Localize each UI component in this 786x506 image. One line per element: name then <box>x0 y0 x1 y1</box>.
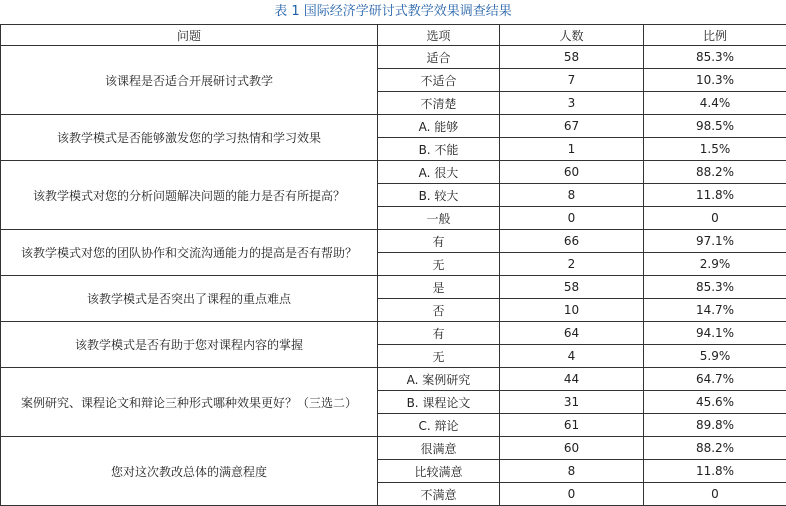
table-row <box>1 276 786 299</box>
table-row <box>1 46 786 69</box>
option-cell: 不清楚 <box>378 92 500 115</box>
table-caption: 表 1 国际经济学研讨式教学效果调查结果 <box>0 0 786 24</box>
option-cell: 否 <box>378 299 500 322</box>
header-count: 人数 <box>500 25 644 46</box>
option-cell: 无 <box>378 345 500 368</box>
count-cell: 1 <box>500 138 644 161</box>
ratio-cell: 88.2% <box>644 437 786 460</box>
option-cell: 不适合 <box>378 69 500 92</box>
count-cell: 58 <box>500 46 644 69</box>
table-row <box>1 322 786 345</box>
count-cell: 66 <box>500 230 644 253</box>
ratio-cell: 85.3% <box>644 276 786 299</box>
count-cell: 3 <box>500 92 644 115</box>
count-cell: 61 <box>500 414 644 437</box>
ratio-cell: 94.1% <box>644 322 786 345</box>
count-cell: 60 <box>500 437 644 460</box>
ratio-cell: 0 <box>644 207 786 230</box>
option-cell: 有 <box>378 230 500 253</box>
question-cell: 该教学模式是否能够激发您的学习热情和学习效果 <box>1 115 378 161</box>
count-cell: 31 <box>500 391 644 414</box>
ratio-cell: 85.3% <box>644 46 786 69</box>
count-cell: 67 <box>500 115 644 138</box>
ratio-cell: 89.8% <box>644 414 786 437</box>
count-cell: 60 <box>500 161 644 184</box>
count-cell: 2 <box>500 253 644 276</box>
ratio-cell: 1.5% <box>644 138 786 161</box>
ratio-cell: 11.8% <box>644 460 786 483</box>
ratio-cell: 11.8% <box>644 184 786 207</box>
option-cell: C. 辩论 <box>378 414 500 437</box>
option-cell: B. 不能 <box>378 138 500 161</box>
question-cell: 该教学模式是否突出了课程的重点难点 <box>1 276 378 322</box>
ratio-cell: 10.3% <box>644 69 786 92</box>
option-cell: 比较满意 <box>378 460 500 483</box>
survey-results-table <box>0 24 786 506</box>
option-cell: 很满意 <box>378 437 500 460</box>
ratio-cell: 64.7% <box>644 368 786 391</box>
option-cell: 是 <box>378 276 500 299</box>
header-option: 选项 <box>378 25 500 46</box>
ratio-cell: 0 <box>644 483 786 506</box>
option-cell: A. 能够 <box>378 115 500 138</box>
option-cell: 一般 <box>378 207 500 230</box>
ratio-cell: 2.9% <box>644 253 786 276</box>
count-cell: 7 <box>500 69 644 92</box>
option-cell: B. 课程论文 <box>378 391 500 414</box>
table-row <box>1 437 786 460</box>
question-cell: 该教学模式对您的分析问题解决问题的能力是否有所提高？ <box>1 161 378 230</box>
ratio-cell: 5.9% <box>644 345 786 368</box>
question-cell: 该教学模式对您的团队协作和交流沟通能力的提高是否有帮助？ <box>1 230 378 276</box>
question-cell: 案例研究、课程论文和辩论三种形式哪种效果更好？（三选二） <box>1 368 378 437</box>
count-cell: 64 <box>500 322 644 345</box>
option-cell: A. 案例研究 <box>378 368 500 391</box>
option-cell: 适合 <box>378 46 500 69</box>
ratio-cell: 45.6% <box>644 391 786 414</box>
question-cell: 您对这次教改总体的满意程度 <box>1 437 378 506</box>
option-cell: 有 <box>378 322 500 345</box>
question-cell: 该教学模式是否有助于您对课程内容的掌握 <box>1 322 378 368</box>
count-cell: 8 <box>500 460 644 483</box>
count-cell: 10 <box>500 299 644 322</box>
option-cell: 不满意 <box>378 483 500 506</box>
table-row <box>1 115 786 138</box>
ratio-cell: 97.1% <box>644 230 786 253</box>
ratio-cell: 4.4% <box>644 92 786 115</box>
count-cell: 0 <box>500 483 644 506</box>
header-ratio: 比例 <box>644 25 786 46</box>
table-row <box>1 230 786 253</box>
question-cell: 该课程是否适合开展研讨式教学 <box>1 46 378 115</box>
count-cell: 8 <box>500 184 644 207</box>
count-cell: 4 <box>500 345 644 368</box>
option-cell: A. 很大 <box>378 161 500 184</box>
table-row <box>1 161 786 184</box>
ratio-cell: 88.2% <box>644 161 786 184</box>
option-cell: 无 <box>378 253 500 276</box>
count-cell: 0 <box>500 207 644 230</box>
table-header-row <box>1 25 786 46</box>
table-body <box>1 46 786 506</box>
ratio-cell: 98.5% <box>644 115 786 138</box>
ratio-cell: 14.7% <box>644 299 786 322</box>
option-cell: B. 较大 <box>378 184 500 207</box>
count-cell: 44 <box>500 368 644 391</box>
header-question: 问题 <box>1 25 378 46</box>
count-cell: 58 <box>500 276 644 299</box>
table-row <box>1 368 786 391</box>
